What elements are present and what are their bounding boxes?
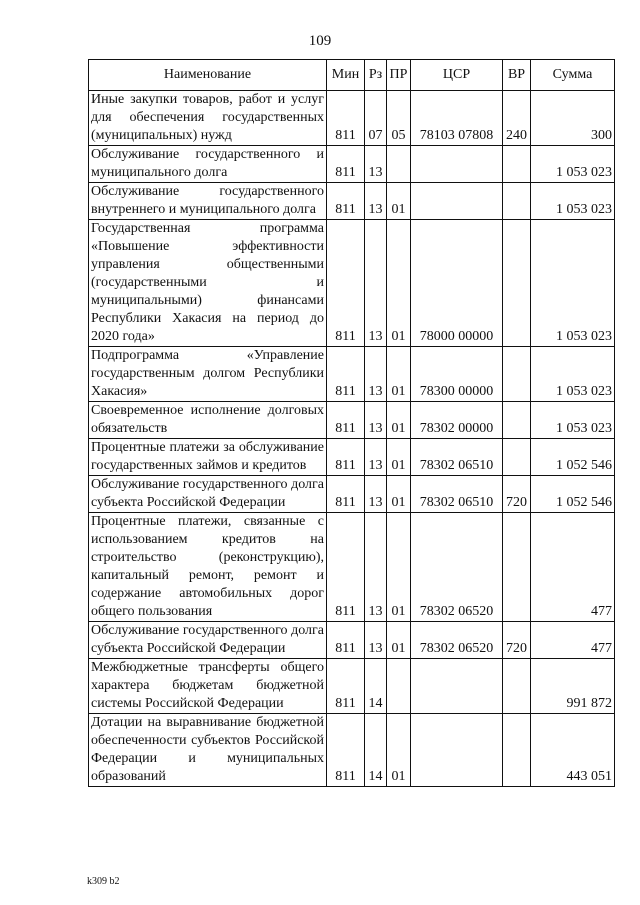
cell-min: 811 <box>327 220 365 347</box>
cell-name: Процентные платежи, связанные с использованием кредитов на строительство (реконструкцию), капитальный ремонт, ремонт и содержание автомобильных дорог общего пользования <box>89 513 327 622</box>
cell-sum: 477 <box>531 622 615 659</box>
header-min: Мин <box>327 60 365 91</box>
cell-name: Обслуживание государственного внутреннего и муниципального долга <box>89 183 327 220</box>
header-sum: Сумма <box>531 60 615 91</box>
cell-csr: 78300 00000 <box>411 347 503 402</box>
cell-min: 811 <box>327 183 365 220</box>
cell-pr: 01 <box>387 402 411 439</box>
cell-csr <box>411 659 503 714</box>
cell-name: Обслуживание государственного и муниципального долга <box>89 146 327 183</box>
cell-pr: 01 <box>387 476 411 513</box>
cell-name: Процентные платежи за обслуживание государственных займов и кредитов <box>89 439 327 476</box>
cell-vr: 240 <box>503 91 531 146</box>
cell-sum: 443 051 <box>531 714 615 787</box>
cell-csr: 78302 00000 <box>411 402 503 439</box>
header-name: Наименование <box>89 60 327 91</box>
cell-rz: 13 <box>365 220 387 347</box>
budget-table <box>88 59 615 787</box>
table-row <box>89 220 615 347</box>
cell-min: 811 <box>327 439 365 476</box>
cell-pr: 01 <box>387 622 411 659</box>
cell-rz: 13 <box>365 513 387 622</box>
cell-min: 811 <box>327 714 365 787</box>
header-rz: Рз <box>365 60 387 91</box>
cell-min: 811 <box>327 659 365 714</box>
cell-sum: 1 053 023 <box>531 220 615 347</box>
cell-min: 811 <box>327 347 365 402</box>
cell-pr: 01 <box>387 347 411 402</box>
table-row <box>89 439 615 476</box>
cell-vr <box>503 146 531 183</box>
cell-min: 811 <box>327 91 365 146</box>
cell-sum: 1 053 023 <box>531 183 615 220</box>
cell-sum: 1 053 023 <box>531 402 615 439</box>
header-vr: ВР <box>503 60 531 91</box>
cell-vr <box>503 347 531 402</box>
cell-csr: 78302 06520 <box>411 622 503 659</box>
table-row <box>89 659 615 714</box>
cell-pr: 01 <box>387 183 411 220</box>
cell-csr: 78302 06510 <box>411 439 503 476</box>
table-row <box>89 347 615 402</box>
cell-name: Обслуживание государственного долга субъекта Российской Федерации <box>89 622 327 659</box>
cell-min: 811 <box>327 146 365 183</box>
cell-vr <box>503 659 531 714</box>
cell-vr <box>503 513 531 622</box>
cell-vr: 720 <box>503 622 531 659</box>
cell-rz: 13 <box>365 146 387 183</box>
table-row <box>89 91 615 146</box>
table-row <box>89 146 615 183</box>
cell-rz: 07 <box>365 91 387 146</box>
cell-csr: 78302 06520 <box>411 513 503 622</box>
cell-vr <box>503 402 531 439</box>
cell-sum: 1 052 546 <box>531 439 615 476</box>
cell-sum: 1 053 023 <box>531 146 615 183</box>
cell-pr: 01 <box>387 714 411 787</box>
page-number: 109 <box>308 33 332 49</box>
cell-csr <box>411 714 503 787</box>
table-row <box>89 476 615 513</box>
cell-vr <box>503 183 531 220</box>
cell-rz: 13 <box>365 402 387 439</box>
footer-code: k309 b2 <box>87 876 120 887</box>
cell-pr: 01 <box>387 513 411 622</box>
cell-vr <box>503 220 531 347</box>
cell-name: Иные закупки товаров, работ и услуг для обеспечения государственных (муниципальных) нужд <box>89 91 327 146</box>
cell-name: Межбюджетные трансферты общего характера бюджетам бюджетной системы Российской Федерации <box>89 659 327 714</box>
table-body <box>89 91 615 787</box>
cell-pr: 01 <box>387 439 411 476</box>
cell-rz: 13 <box>365 622 387 659</box>
table-row <box>89 183 615 220</box>
header-pr: ПР <box>387 60 411 91</box>
cell-sum: 1 052 546 <box>531 476 615 513</box>
table-row <box>89 513 615 622</box>
cell-csr <box>411 183 503 220</box>
cell-name: Обслуживание государственного долга субъекта Российской Федерации <box>89 476 327 513</box>
cell-vr: 720 <box>503 476 531 513</box>
cell-name: Своевременное исполнение долговых обязательств <box>89 402 327 439</box>
cell-pr: 05 <box>387 91 411 146</box>
cell-min: 811 <box>327 513 365 622</box>
cell-csr: 78103 07808 <box>411 91 503 146</box>
cell-name: Подпрограмма «Управление государственным долгом Республики Хакасия» <box>89 347 327 402</box>
table-header-row <box>89 60 615 91</box>
cell-min: 811 <box>327 476 365 513</box>
cell-rz: 13 <box>365 476 387 513</box>
table-row <box>89 622 615 659</box>
cell-vr <box>503 439 531 476</box>
cell-vr <box>503 714 531 787</box>
cell-pr <box>387 146 411 183</box>
cell-sum: 477 <box>531 513 615 622</box>
table-row <box>89 402 615 439</box>
cell-sum: 1 053 023 <box>531 347 615 402</box>
cell-min: 811 <box>327 402 365 439</box>
header-csr: ЦСР <box>411 60 503 91</box>
cell-rz: 14 <box>365 659 387 714</box>
cell-sum: 300 <box>531 91 615 146</box>
cell-rz: 13 <box>365 439 387 476</box>
cell-rz: 13 <box>365 183 387 220</box>
cell-rz: 14 <box>365 714 387 787</box>
cell-pr: 01 <box>387 220 411 347</box>
cell-name: Дотации на выравнивание бюджетной обеспеченности субъектов Российской Федерации и муниципальных образований <box>89 714 327 787</box>
cell-rz: 13 <box>365 347 387 402</box>
cell-sum: 991 872 <box>531 659 615 714</box>
table-row <box>89 714 615 787</box>
cell-csr: 78302 06510 <box>411 476 503 513</box>
cell-csr: 78000 00000 <box>411 220 503 347</box>
cell-pr <box>387 659 411 714</box>
cell-name: Государственная программа «Повышение эффективности управления общественными (государственными и муниципальными) финансами Республики Хакасия на период до 2020 года» <box>89 220 327 347</box>
cell-csr <box>411 146 503 183</box>
cell-min: 811 <box>327 622 365 659</box>
